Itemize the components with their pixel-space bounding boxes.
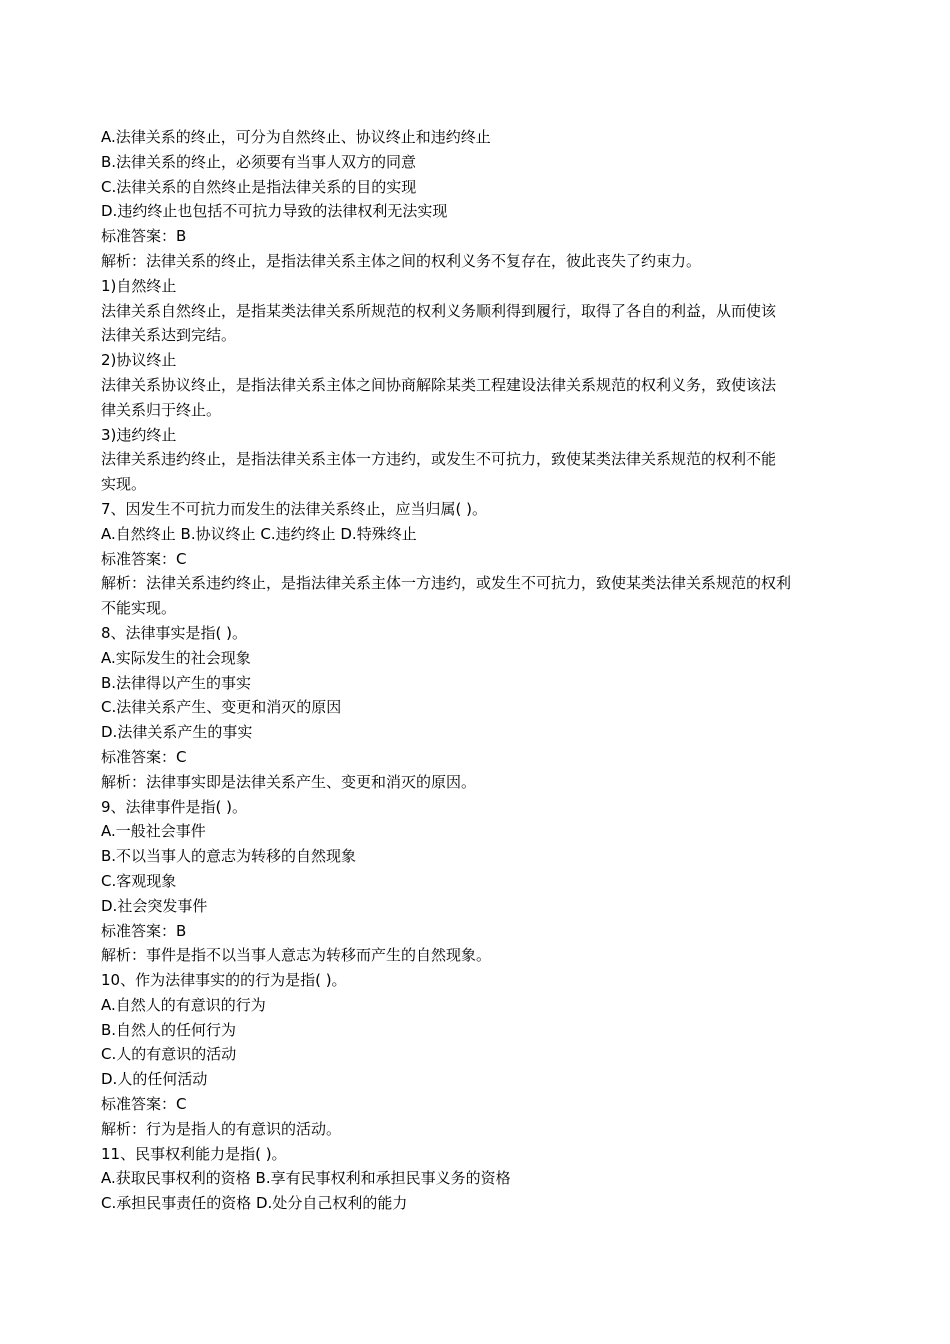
text-line: C.客观现象 bbox=[101, 871, 177, 890]
text-line: 3)违约终止 bbox=[101, 425, 177, 444]
text-line: C.人的有意识的活动 bbox=[101, 1045, 237, 1064]
text-line: 8、法律事实是指( )。 bbox=[101, 623, 248, 642]
text-line: A.一般社会事件 bbox=[101, 822, 206, 841]
text-line: 解析：事件是指不以当事人意志为转移而产生的自然现象。 bbox=[101, 946, 492, 965]
text-line: 法律关系达到完结。 bbox=[101, 326, 237, 345]
text-line: 2)协议终止 bbox=[101, 351, 177, 370]
text-line: B.自然人的任何行为 bbox=[101, 1020, 237, 1039]
text-line: A.实际发生的社会现象 bbox=[101, 648, 251, 667]
text-line: 解析：法律事实即是法律关系产生、变更和消灭的原因。 bbox=[101, 772, 477, 791]
text-line: 解析：法律关系的终止，是指法律关系主体之间的权利义务不复存在，彼此丧失了约束力。 bbox=[101, 251, 702, 270]
text-line: 10、作为法律事实的的行为是指( )。 bbox=[101, 971, 347, 990]
text-line: C.法律关系的自然终止是指法律关系的目的实现 bbox=[101, 177, 417, 196]
text-line: 解析：法律关系违约终止，是指法律关系主体一方违约，或发生不可抗力，致使某类法律关系规范的权利 bbox=[101, 574, 792, 593]
text-line: 1)自然终止 bbox=[101, 276, 177, 295]
text-line: C.法律关系产生、变更和消灭的原因 bbox=[101, 698, 342, 717]
text-line: A.自然人的有意识的行为 bbox=[101, 995, 266, 1014]
text-line: B.法律关系的终止，必须要有当事人双方的同意 bbox=[101, 152, 417, 171]
text-line: 实现。 bbox=[101, 475, 147, 494]
text-line: 法律关系协议终止，是指法律关系主体之间协商解除某类工程建设法律关系规范的权利义务，致使该法 bbox=[101, 375, 777, 394]
text-line: D.人的任何活动 bbox=[101, 1070, 208, 1089]
text-line: 标准答案：B bbox=[101, 227, 187, 246]
text-line: 标准答案：C bbox=[101, 747, 187, 766]
document-page bbox=[101, 125, 851, 1216]
text-line: 法律关系违约终止，是指法律关系主体一方违约，或发生不可抗力，致使某类法律关系规范的权利不能 bbox=[101, 450, 777, 469]
text-line: A.自然终止 B.协议终止 C.违约终止 D.特殊终止 bbox=[101, 524, 417, 543]
text-line: 9、法律事件是指( )。 bbox=[101, 797, 248, 816]
text-line: 法律关系自然终止，是指某类法律关系所规范的权利义务顺利得到履行，取得了各自的利益，从而使该 bbox=[101, 301, 777, 320]
text-line: 标准答案：C bbox=[101, 1095, 187, 1114]
text-line: D.法律关系产生的事实 bbox=[101, 723, 253, 742]
text-line: D.违约终止也包括不可抗力导致的法律权利无法实现 bbox=[101, 202, 448, 221]
text-line: 解析：行为是指人的有意识的活动。 bbox=[101, 1119, 342, 1138]
text-line: B.法律得以产生的事实 bbox=[101, 673, 252, 692]
text-line: C.承担民事责任的资格 D.处分自己权利的能力 bbox=[101, 1194, 408, 1213]
text-line: 7、因发生不可抗力而发生的法律关系终止，应当归属( )。 bbox=[101, 499, 488, 518]
text-line: A.获取民事权利的资格 B.享有民事权利和承担民事义务的资格 bbox=[101, 1169, 511, 1188]
text-line: 标准答案：B bbox=[101, 921, 187, 940]
text-line: A.法律关系的终止，可分为自然终止、协议终止和违约终止 bbox=[101, 128, 491, 146]
text-line: D.社会突发事件 bbox=[101, 896, 208, 915]
text-line: 11、民事权利能力是指( )。 bbox=[101, 1144, 287, 1163]
text-line: B.不以当事人的意志为转移的自然现象 bbox=[101, 847, 357, 866]
text-line: 律关系归于终止。 bbox=[101, 400, 222, 419]
text-line: 不能实现。 bbox=[101, 599, 177, 618]
text-line: 标准答案：C bbox=[101, 549, 187, 568]
